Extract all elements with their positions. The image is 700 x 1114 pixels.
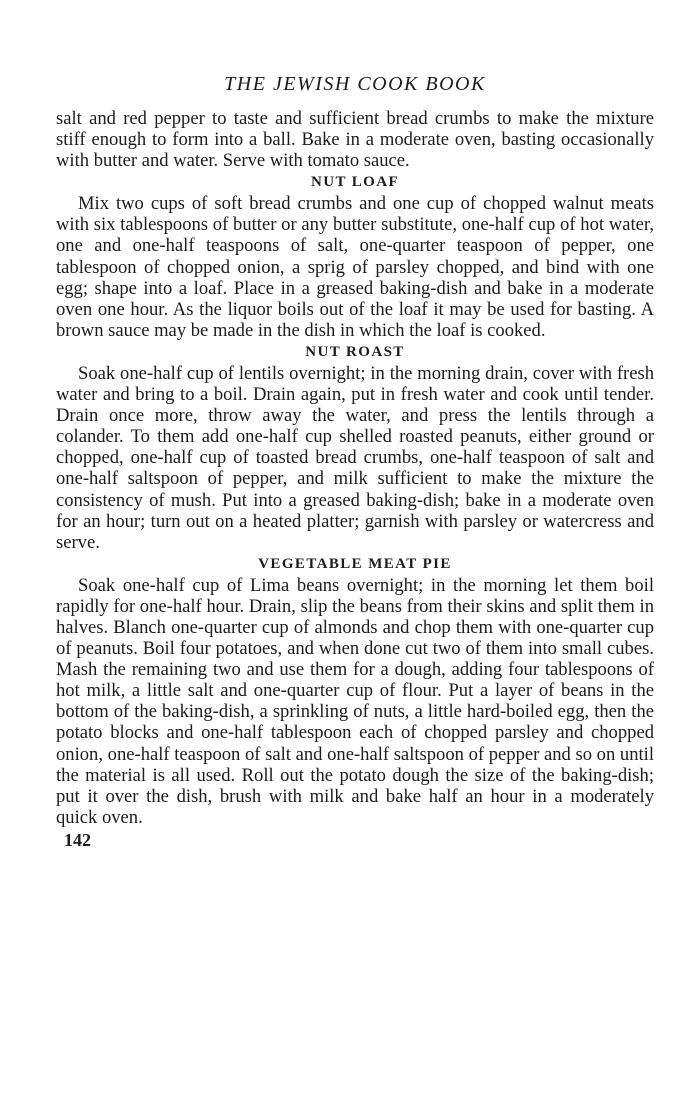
recipe-body-nut-loaf: Mix two cups of soft bread crumbs and one cup of chopped walnut meats with six tablespoons of butter or any butter substitute, one-half cup of hot water, one and one-half teaspoons of salt, one-quarter teaspoon of pepper, one tablespoon of chopped onion, a sprig of parsley chopped, and bind with one egg; shape into a loaf. Place in a greased baking-dish and bake in a moderate oven one hour. As the liquor boils out of the loaf it may be used for basting. A brown sauce may be made in the dish in which the loaf is cooked.: [56, 193, 654, 341]
book-page: [56, 72, 654, 850]
running-head: THE JEWISH COOK BOOK: [224, 73, 486, 95]
continuation-paragraph: salt and red pepper to taste and sufficient bread crumbs to make the mixture stiff enough to form into a ball. Bake in a moderate oven, basting occasionally with butter and water. Serve with tomato sauce.: [56, 108, 654, 172]
recipe-title-vegetable-meat-pie: VEGETABLE MEAT PIE: [258, 555, 452, 572]
page-number: 142: [64, 829, 91, 850]
recipe-title-nut-roast: NUT ROAST: [305, 343, 405, 360]
recipe-body-vegetable-meat-pie: Soak one-half cup of Lima beans overnight; in the morning let them boil rapidly for one-half hour. Drain, slip the beans from their skins and split them in halves. Blanch one-quarter cup of almonds and chop them with one-quarter cup of peanuts. Boil four potatoes, and when done cut two of them into small cubes. Mash the remaining two and use them for a dough, adding four tablespoons of hot milk, a little salt and one-quarter cup of flour. Put a layer of beans in the bottom of the baking-dish, a sprinkling of nuts, a little hard-boiled egg, then the potato blocks and one-half tablespoon each of chopped parsley and chopped onion, one-half teaspoon of salt and one-half saltspoon of pepper and so on until the material is all used. Roll out the potato dough the size of the baking-dish; put it over the dish, brush with milk and bake half an hour in a moderately quick oven.: [56, 574, 654, 828]
recipe-body-nut-roast: Soak one-half cup of lentils overnight; in the morning drain, cover with fresh water and bring to a boil. Drain again, put in fresh water and cook until tender. Drain once more, throw away the water, and press the lentils through a colander. To them add one-half cup shelled roasted peanuts, either ground or chopped, one-half cup of toasted bread crumbs, one-half teaspoon of salt and one-half saltspoon of pepper, and milk sufficient to make the mixture the consistency of mush. Put into a greased baking-dish; bake in a moderate oven for an hour; turn out on a heated platter; garnish with parsley or watercress and serve.: [56, 362, 654, 553]
recipe-title-nut-loaf: NUT LOAF: [310, 174, 400, 191]
